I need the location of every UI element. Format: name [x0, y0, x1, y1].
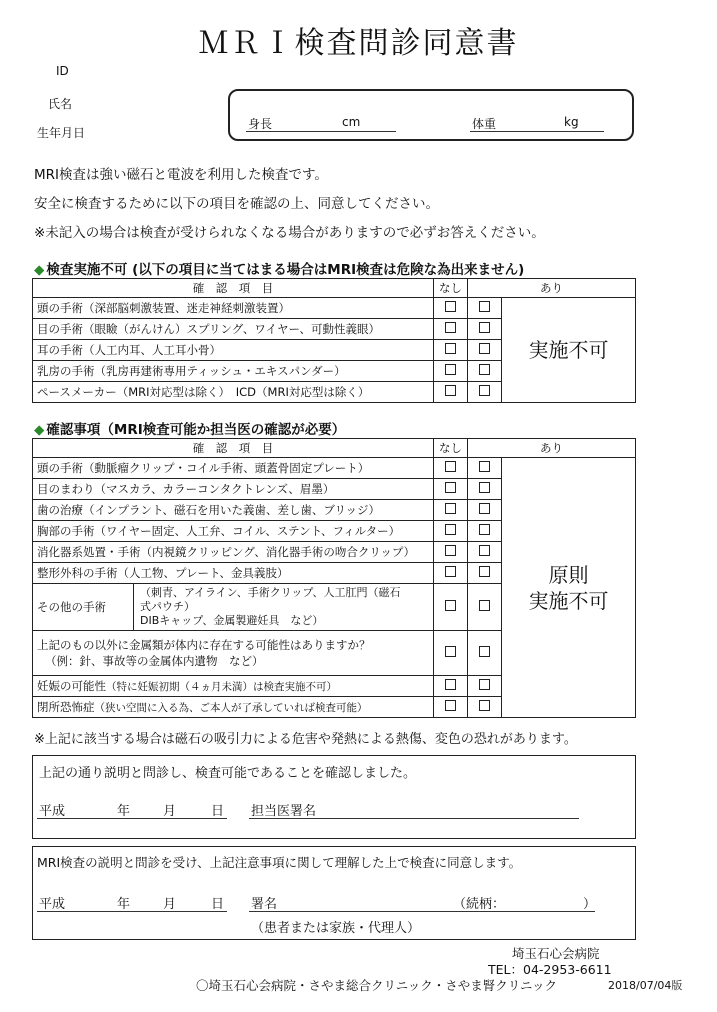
- checkbox-yes[interactable]: [479, 461, 490, 472]
- footer-tel: TEL：04-2953-6611: [488, 962, 612, 977]
- verdict-not-allowed: 実施不可: [502, 298, 636, 403]
- checkbox-yes[interactable]: [479, 566, 490, 577]
- footer-clinics: 〇埼玉石心会病院・さやま総合クリニック・さやま腎クリニック: [196, 978, 558, 993]
- table-row: 消化器系処置・手術（内視鏡クリッピング、消化器手術の吻合クリップ）: [33, 542, 636, 563]
- doctor-sign-label: 担当医署名: [251, 804, 317, 819]
- checkbox-none[interactable]: [445, 461, 456, 472]
- col-yes-header: あり: [468, 439, 636, 458]
- checkbox-yes[interactable]: [479, 503, 490, 514]
- verdict-in-principle-not-allowed: 原則 実施不可: [502, 458, 636, 718]
- table-row-metal: 上記のもの以外に金属類が体内に存在する可能性はありますか？ （例：針、事故等の金属体内遺物 など）: [33, 631, 636, 676]
- col-none-header: なし: [434, 439, 468, 458]
- checkbox-none[interactable]: [445, 679, 456, 690]
- patient-sign-label: 署名: [251, 897, 278, 912]
- patient-year: 年: [117, 897, 131, 912]
- patient-day: 日: [211, 897, 225, 912]
- doctor-year: 年: [117, 804, 131, 819]
- checkbox-yes[interactable]: [479, 524, 490, 535]
- name-label: 氏名: [48, 97, 73, 111]
- intro-line-3: ※未記入の場合は検査が受けられなくなる場合がありますので必ずお答えください。: [34, 225, 545, 241]
- height-unit: cm: [342, 115, 361, 129]
- doctor-day: 日: [211, 804, 225, 819]
- checkbox-none[interactable]: [445, 646, 456, 657]
- patient-consent-box: [32, 846, 636, 940]
- patient-date-line: [37, 911, 227, 912]
- relation-label: （続柄：: [453, 897, 506, 912]
- section2-table: [32, 438, 636, 718]
- footer-hospital: 埼玉石心会病院: [512, 946, 600, 961]
- checkbox-none[interactable]: [445, 700, 456, 711]
- id-label: ID: [56, 64, 69, 78]
- patient-signature-line[interactable]: [249, 911, 595, 912]
- col-item-header: 確 認 項 目: [33, 279, 434, 298]
- checkbox-yes[interactable]: [479, 646, 490, 657]
- patient-consent-text: MRI検査の説明と問診を受け、上記注意事項に関して理解した上で検査に同意します。: [37, 855, 522, 870]
- patient-or-guardian-note: （患者または家族・代理人）: [251, 921, 421, 936]
- height-underline: [246, 131, 396, 132]
- checkbox-none[interactable]: [445, 600, 456, 611]
- warning-note: ※上記に該当する場合は磁石の吸引力による危害や発熱による熱傷、変色の恐れがあります。: [34, 732, 577, 747]
- checkbox-none[interactable]: [445, 566, 456, 577]
- checkbox-yes[interactable]: [479, 545, 490, 556]
- table-row: 胸部の手術（ワイヤー固定、人工弁、コイル、ステント、フィルター）: [33, 521, 636, 542]
- table-row: ペースメーカー（MRI対応型は除く） ICD（MRI対応型は除く）: [33, 382, 636, 403]
- table-row: 耳の手術（人工内耳、人工耳小骨）: [33, 340, 636, 361]
- checkbox-none[interactable]: [445, 482, 456, 493]
- table-row: 閉所恐怖症（狭い空間に入る為、ご本人が了承していれば検査可能）: [33, 697, 636, 718]
- checkbox-none[interactable]: [445, 364, 456, 375]
- checkbox-none[interactable]: [445, 301, 456, 312]
- table-row: 頭の手術（深部脳刺激装置、迷走神経刺激装置） 実施不可: [33, 298, 636, 319]
- intro-line-1: MRI検査は強い磁石と電波を利用した検査です。: [34, 167, 328, 183]
- table-row-other-surgery: その他の手術 （刺青、アイライン、手術クリップ、人工肛門（磁石 式パウチ） DIBキャップ、金属製避妊具 など）: [33, 584, 636, 631]
- checkbox-yes[interactable]: [479, 301, 490, 312]
- checkbox-yes[interactable]: [479, 679, 490, 690]
- checkbox-none[interactable]: [445, 322, 456, 333]
- checkbox-yes[interactable]: [479, 322, 490, 333]
- dob-label: 生年月日: [37, 126, 86, 140]
- checkbox-yes[interactable]: [479, 482, 490, 493]
- doctor-confirmation-box: [32, 755, 636, 839]
- diamond-icon: ◆: [34, 422, 45, 438]
- doctor-month: 月: [163, 804, 177, 819]
- checkbox-none[interactable]: [445, 545, 456, 556]
- doctor-signature-line[interactable]: [249, 818, 579, 819]
- intro-line-2: 安全に検査するために以下の項目を確認の上、同意してください。: [34, 196, 439, 212]
- page-title: ＭＲＩ検査問診同意書: [198, 26, 519, 61]
- table-row: 目のまわり（マスカラ、カラーコンタクトレンズ、眉墨）: [33, 479, 636, 500]
- col-yes-header: あり: [468, 279, 636, 298]
- weight-label: 体重: [472, 117, 497, 131]
- relation-close: ）: [583, 897, 597, 912]
- section1-heading: ◆ 検査実施不可 (以下の項目に当てはまる場合はMRI検査は危険な為出来ません): [34, 262, 525, 278]
- section2-heading: ◆ 確認事項（MRI検査可能か担当医の確認が必要）: [34, 422, 346, 438]
- table-row: 目の手術（眼瞼（がんけん）スプリング、ワイヤー、可動性義眼）: [33, 319, 636, 340]
- checkbox-none[interactable]: [445, 343, 456, 354]
- height-weight-box[interactable]: [228, 89, 634, 141]
- checkbox-yes[interactable]: [479, 364, 490, 375]
- doctor-date-line: [37, 818, 227, 819]
- checkbox-yes[interactable]: [479, 700, 490, 711]
- checkbox-yes[interactable]: [479, 343, 490, 354]
- table-row: 整形外科の手術（人工物、プレート、金具義肢）: [33, 563, 636, 584]
- checkbox-yes[interactable]: [479, 600, 490, 611]
- checkbox-yes[interactable]: [479, 385, 490, 396]
- height-label: 身長: [248, 117, 273, 131]
- doctor-era: 平成: [39, 804, 66, 819]
- section1-table: [32, 278, 636, 403]
- checkbox-none[interactable]: [445, 503, 456, 514]
- checkbox-none[interactable]: [445, 524, 456, 535]
- table-row: 乳房の手術（乳房再建術専用ティッシュ・エキスパンダー）: [33, 361, 636, 382]
- col-none-header: なし: [434, 279, 468, 298]
- diamond-icon: ◆: [34, 262, 45, 278]
- checkbox-none[interactable]: [445, 385, 456, 396]
- weight-unit: kg: [564, 115, 579, 129]
- table-row: 頭の手術（動脈瘤クリップ・コイル手術、頭蓋骨固定プレート） 原則 実施不可: [33, 458, 636, 479]
- footer-version: 2018/07/04版: [608, 979, 683, 992]
- table-row: 歯の治療（インプラント、磁石を用いた義歯、差し歯、ブリッジ）: [33, 500, 636, 521]
- col-item-header: 確 認 項 目: [33, 439, 434, 458]
- patient-month: 月: [163, 897, 177, 912]
- weight-underline: [470, 131, 604, 132]
- patient-era: 平成: [39, 897, 66, 912]
- doctor-confirmation-text: 上記の通り説明と問診し、検査可能であることを確認しました。: [39, 766, 417, 781]
- table-row: 妊娠の可能性（特に妊娠初期（４ヵ月未満）は検査実施不可）: [33, 676, 636, 697]
